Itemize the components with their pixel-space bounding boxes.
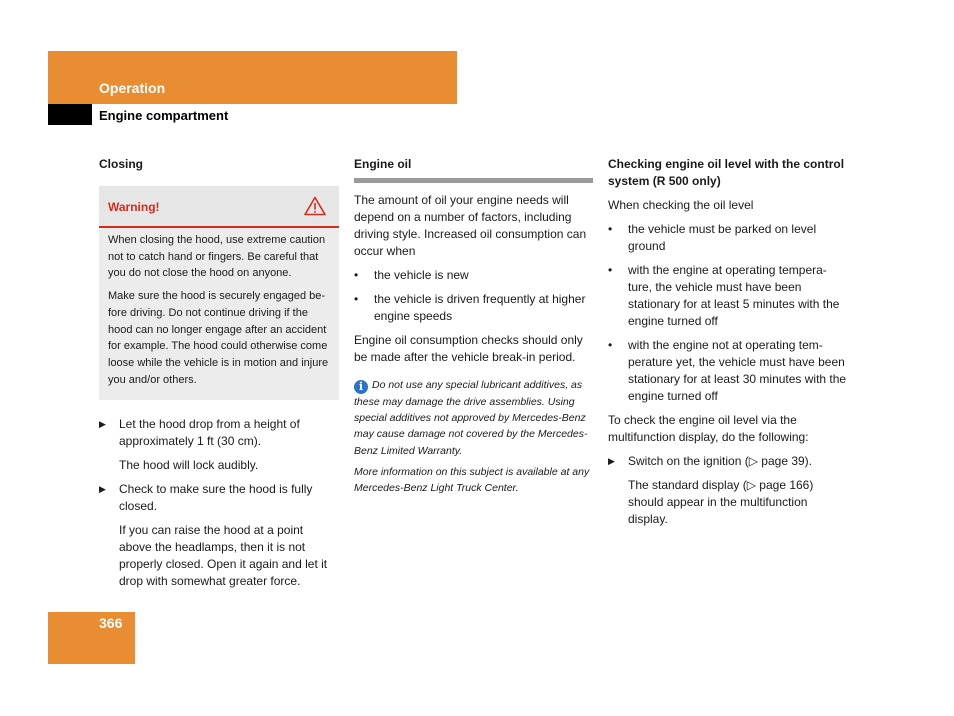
oil-check-heading: Checking engine oil level with the control system (R 500 only) [608, 157, 845, 188]
step-item [99, 416, 339, 450]
list-item: • with the engine not at operating tem-perature yet, the vehicle must have been stationary for at least 30 minutes with the engine turned off [608, 338, 847, 403]
step-text: Let the hood drop from a height of approximately 1 ft (30 cm). [119, 417, 300, 449]
oil-check-intro: When checking the oil level [608, 198, 754, 212]
step-arrow-icon: ▶ [99, 484, 106, 495]
warning-label: Warning! [108, 200, 160, 214]
bullet-dot-icon: • [608, 338, 613, 352]
column-engine-oil [354, 156, 594, 496]
column-closing [99, 156, 339, 590]
warning-paragraph: When closing the hood, use extreme caution not to catch hand or fingers. Be careful that you do not close the hood on anyone. [108, 234, 326, 280]
list-item: • the vehicle is new [354, 268, 469, 282]
subsection-marker [48, 104, 92, 125]
warning-paragraph: Make sure the hood is securely engaged be-fore driving. Do not continue driving if the hood can no longer engage after an accident for example. The hood could otherwise come loose while the vehicle is in motion and injure you and/or others. [108, 290, 329, 386]
info-icon: i [354, 380, 368, 394]
bullet-dot-icon: • [354, 268, 359, 282]
step-item [99, 481, 339, 515]
info-note-more: More information on this subject is available at any Mercedes-Benz Light Truck Center. [354, 465, 590, 495]
step-text: Switch on the ignition (▷ page 39). [628, 454, 813, 468]
step-text: Check to make sure the hood is fully closed. [119, 482, 313, 514]
warning-body [99, 228, 339, 400]
subsection-title: Engine compartment [99, 108, 229, 123]
bullet-dot-icon: • [608, 263, 613, 277]
step-item [608, 453, 848, 470]
closing-heading: Closing [99, 157, 143, 171]
step-result: The standard display (▷ page 166) should appear in the multifunction display. [628, 478, 814, 526]
section-title: Operation [99, 80, 166, 96]
list-item: • the vehicle must be parked on level ground [608, 222, 817, 253]
step-result: The hood will lock audibly. [119, 458, 259, 473]
step-arrow-icon: ▶ [99, 419, 106, 430]
list-item: • with the engine at operating tempera-ture, the vehicle must have been stationary for at least 5 minutes with the engine turned off [608, 263, 840, 328]
oil-check-instructions: To check the engine oil level via the multifunction display, do the following: [608, 413, 809, 444]
header-bar [48, 51, 457, 104]
page-number: 366 [99, 615, 123, 631]
info-note: i Do not use any special lubricant additives, as these may damage the drive assemblies. Using special additives not approved by Mercedes-Benz may cause damage not covered by the Mercedes-Benz Limited Warranty. [354, 379, 588, 457]
engine-oil-after: Engine oil consumption checks should only be made after the vehicle break-in period. [354, 333, 583, 364]
warning-triangle-icon [304, 196, 326, 216]
bullet-dot-icon: • [354, 292, 359, 306]
warning-box [99, 186, 339, 400]
column-oil-check [608, 156, 848, 528]
step-arrow-icon: ▶ [608, 456, 615, 466]
engine-oil-intro: The amount of oil your engine needs will depend on a number of factors, including driving style. Increased oil consumption can occur when [354, 193, 587, 258]
warning-header [99, 186, 339, 228]
engine-oil-heading: Engine oil [354, 157, 412, 171]
bullet-dot-icon: • [608, 222, 613, 236]
list-item: • the vehicle is driven frequently at higher engine speeds [354, 292, 586, 323]
step-result: If you can raise the hood at a point above the headlamps, then it is not properly closed. Open it again and let it drop with somewhat greater force. [119, 523, 328, 589]
